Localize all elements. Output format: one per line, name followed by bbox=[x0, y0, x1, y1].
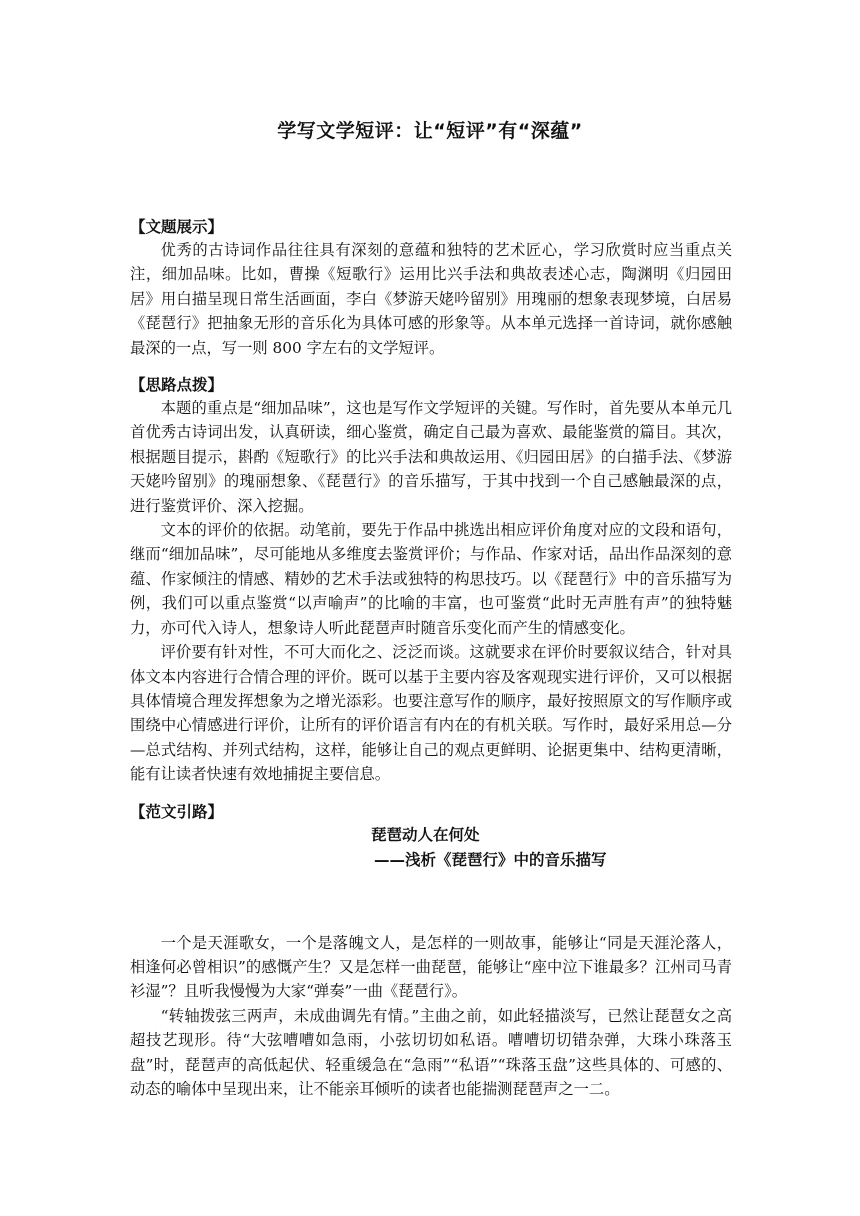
document-body bbox=[130, 216, 732, 1101]
section-heading-guidance: 【思路点拨】 bbox=[130, 376, 224, 395]
guidance-paragraph-2: 文本的评价的依据。动笔前，要先于作品中挑选出相应评价角度对应的文段和语句，继而“细加品味”，尽可能地从多维度去鉴赏评价；与作品、作家对话，品出作品深刻的意蕴、作家倾注的情感、精妙的艺术手法或独特的构思技巧。以《琵琶行》中的音乐描写为例，我们可以重点鉴赏“以声喻声”的比喻的丰富，也可鉴赏“此时无声胜有声”的独特魅力，亦可代入诗人，想象诗人听此琵琶声时随音乐变化而产生的情感变化。 bbox=[130, 521, 732, 637]
essay-subtitle: ——浅析《琵琶行》中的音乐描写 bbox=[374, 850, 607, 869]
essay-title: 琵琶动人在何处 bbox=[371, 825, 480, 844]
prompt-paragraph: 优秀的古诗词作品往往具有深刻的意蕴和独特的艺术匠心，学习欣赏时应当重点关注，细加品味。比如，曹操《短歌行》运用比兴手法和典故表述心志，陶渊明《归园田居》用白描呈现日常生活画面，李白《梦游天姥吟留别》用瑰丽的想象表现梦境，白居易《琵琶行》把抽象无形的音乐化为具体可感的形象等。从本单元选择一首诗词，就你感触最深的一点，写一则 800 字左右的文学短评。 bbox=[130, 241, 732, 357]
essay-paragraph-1: 一个是天涯歌女，一个是落魄文人，是怎样的一则故事，能够让“同是天涯沦落人，相逢何必曾相识”的感慨产生？又是怎样一曲琵琶，能够让“座中泣下谁最多？江州司马青衫湿”？且听我慢慢为大家“弹奏”一曲《琵琶行》。 bbox=[130, 933, 732, 1001]
section-heading-model-essay: 【范文引路】 bbox=[130, 802, 224, 821]
essay-paragraph-2: “转轴拨弦三两声，未成曲调先有情。”主曲之前，如此轻描淡写，已然让琵琶女之高超技艺现形。待“大弦嘈嘈如急雨，小弦切切如私语。嘈嘈切切错杂弹，大珠小珠落玉盘”时，琵琶声的高低起伏、轻重缓急在“急雨”“私语”“珠落玉盘”这些具体的、可感的、动态的喻体中呈现出来，让不能亲耳倾听的读者也能揣测琵琶声之一二。 bbox=[130, 1006, 732, 1098]
section-spacer bbox=[130, 360, 732, 374]
guidance-paragraph-3: 评价要有针对性，不可大而化之、泛泛而谈。这就要求在评价时要叙议结合，针对具体文本内容进行合情合理的评价。既可以基于主要内容及客观现实进行评价，又可以根据具体情境合理发挥想象为之增光添彩。也要注意写作的顺序，最好按照原文的写作顺序或围绕中心情感进行评价，让所有的评价语言有内在的有机关联。写作时，最好采用总—分—总式结构、并列式结构，这样，能够让自己的观点更鲜明、论据更集中、结构更清晰，能有让读者快速有效地捕捉主要信息。 bbox=[130, 643, 732, 784]
document-title: 学写文学短评：让“短评”有“深蕴” bbox=[277, 120, 583, 142]
section-heading-prompt: 【文题展示】 bbox=[130, 218, 224, 236]
essay-spacer bbox=[130, 873, 732, 931]
section-spacer bbox=[130, 787, 732, 801]
guidance-paragraph-1: 本题的重点是“细加品味”，这也是写作文学短评的关键。写作时，首先要从本单元几首优秀古诗词出发，认真研读，细心鉴赏，确定自己最为喜欢、最能鉴赏的篇目。其次，根据题目提示，斟酌《短歌行》的比兴手法和典故运用、《归园田居》的白描手法、《梦游天姥吟留别》的瑰丽想象、《琵琶行》的音乐描写，于其中找到一个自己感触最深的点，进行鉴赏评价、深入挖掘。 bbox=[130, 399, 732, 515]
